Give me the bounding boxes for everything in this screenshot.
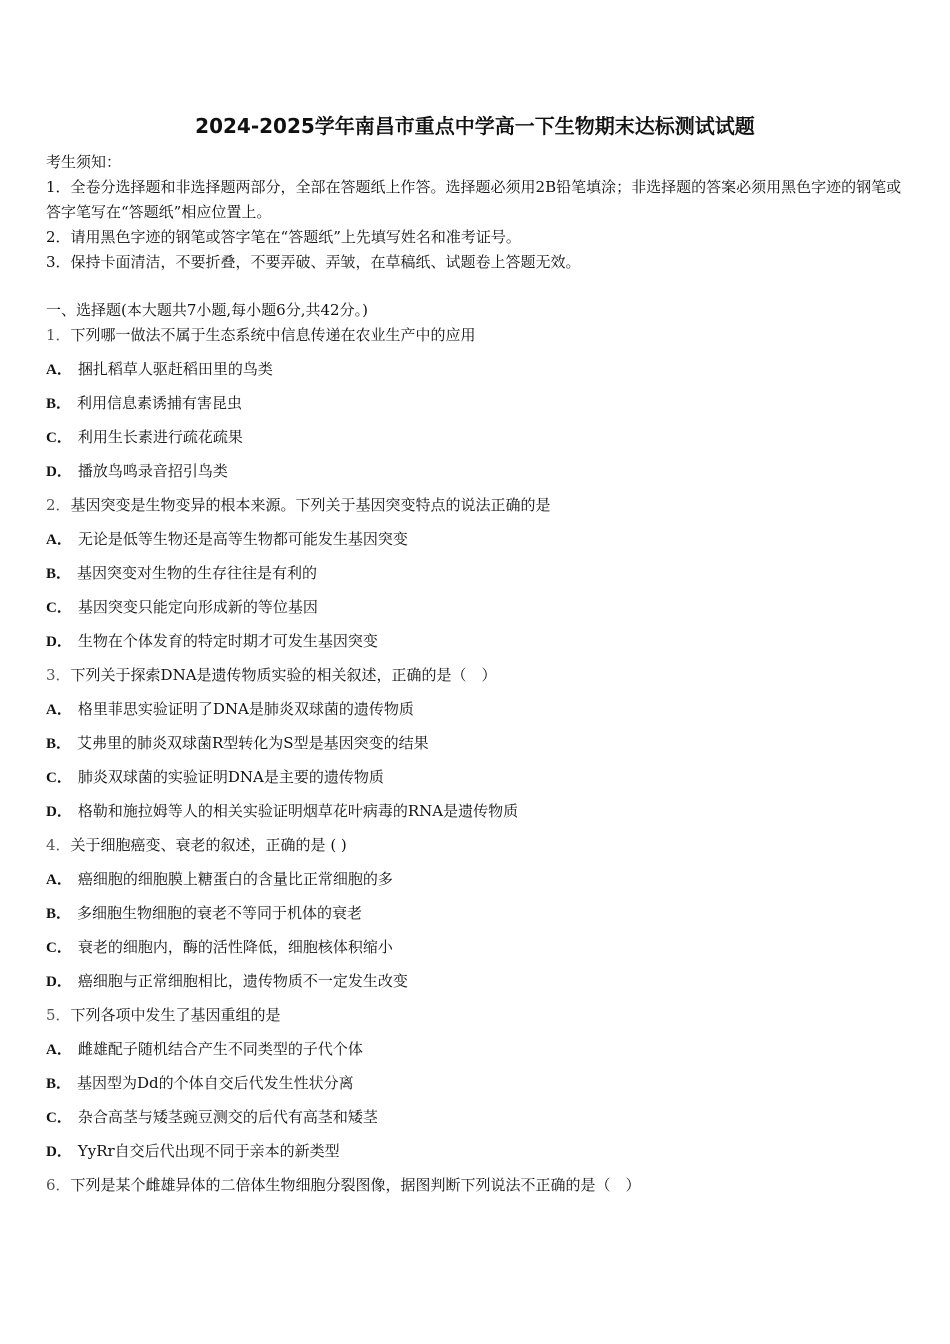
option-4c: C． 衰老的细胞内，酶的活性降低，细胞核体积缩小 bbox=[46, 938, 393, 956]
question-6 bbox=[46, 1173, 906, 1207]
option-4d: D． 癌细胞与正常细胞相比，遗传物质不一定发生改变 bbox=[46, 972, 408, 990]
option-3a: A． 格里菲思实验证明了DNA是肺炎双球菌的遗传物质 bbox=[46, 700, 414, 718]
option-5a: A． 雌雄配子随机结合产生不同类型的子代个体 bbox=[46, 1040, 363, 1058]
question-number: 4． bbox=[46, 836, 71, 854]
option-2c: C． 基因突变只能定向形成新的等位基因 bbox=[46, 598, 318, 616]
notice-block bbox=[46, 150, 906, 275]
option-5b: B． 基因型为Dd的个体自交后代发生性状分离 bbox=[46, 1074, 354, 1092]
question-text: 下列哪一做法不属于生态系统中信息传递在农业生产中的应用 bbox=[70, 326, 476, 344]
notice-heading: 考生须知： bbox=[46, 153, 122, 171]
option-2b: B． 基因突变对生物的生存往往是有利的 bbox=[46, 564, 318, 582]
option-1b: B． 利用信息素诱捕有害昆虫 bbox=[46, 394, 243, 412]
page-title: 2024-2025学年南昌市重点中学高一下生物期末达标测试试题 bbox=[195, 114, 755, 138]
notice-item-2: 2．请用黑色字迹的钢笔或答字笔在“答题纸”上先填写姓名和准考证号。 bbox=[46, 228, 521, 246]
option-1c: C． 利用生长素进行疏花疏果 bbox=[46, 428, 243, 446]
question-number: 2． bbox=[46, 496, 71, 514]
question-4 bbox=[46, 833, 906, 867]
option-4a: A． 癌细胞的细胞膜上糖蛋白的含量比正常细胞的多 bbox=[46, 870, 393, 888]
question-text: 下列是某个雌雄异体的二倍体生物细胞分裂图像，据图判断下列说法不正确的是（ ） bbox=[70, 1176, 641, 1194]
question-number: 1． bbox=[46, 326, 71, 344]
option-4b: B． 多细胞生物细胞的衰老不等同于机体的衰老 bbox=[46, 904, 363, 922]
option-1d: D． 播放鸟鸣录音招引鸟类 bbox=[46, 462, 228, 480]
notice-item-3: 3．保持卡面清洁，不要折叠，不要弄破、弄皱，在草稿纸、试题卷上答题无效。 bbox=[46, 253, 581, 271]
question-text: 下列各项中发生了基因重组的是 bbox=[70, 1006, 281, 1024]
question-list bbox=[46, 298, 906, 1207]
question-number: 5． bbox=[46, 1006, 71, 1024]
section-heading: 一、选择题(本大题共7小题,每小题6分,共42分。) bbox=[46, 301, 368, 319]
option-3b: B． 艾弗里的肺炎双球菌R型转化为S型是基因突变的结果 bbox=[46, 734, 429, 752]
question-1 bbox=[46, 323, 906, 357]
question-text: 关于细胞癌变、衰老的叙述，正确的是 ( ) bbox=[70, 836, 347, 854]
option-5c: C． 杂合高茎与矮茎豌豆测交的后代有高茎和矮茎 bbox=[46, 1108, 378, 1126]
option-2d: D． 生物在个体发育的特定时期才可发生基因突变 bbox=[46, 632, 378, 650]
notice-item-1: 1．全卷分选择题和非选择题两部分，全部在答题纸上作答。选择题必须用2B铅笔填涂；非选择题的答案必须用黑色字迹的钢笔或答字笔写在“答题纸”相应位置上。 bbox=[46, 178, 902, 221]
option-3c: C． 肺炎双球菌的实验证明DNA是主要的遗传物质 bbox=[46, 768, 384, 786]
option-1a: A． 捆扎稻草人驱赶稻田里的鸟类 bbox=[46, 360, 273, 378]
question-number: 3． bbox=[46, 666, 71, 684]
question-number: 6． bbox=[46, 1176, 71, 1194]
option-5d: D． YyRr自交后代出现不同于亲本的新类型 bbox=[46, 1142, 340, 1160]
question-3 bbox=[46, 663, 906, 697]
option-2a: A． 无论是低等生物还是高等生物都可能发生基因突变 bbox=[46, 530, 408, 548]
question-text: 基因突变是生物变异的根本来源。下列关于基因突变特点的说法正确的是 bbox=[70, 496, 551, 514]
option-3d: D． 格勒和施拉姆等人的相关实验证明烟草花叶病毒的RNA是遗传物质 bbox=[46, 802, 519, 820]
question-text: 下列关于探索DNA是遗传物质实验的相关叙述，正确的是（ ） bbox=[70, 666, 497, 684]
question-2 bbox=[46, 493, 906, 527]
question-5 bbox=[46, 1003, 906, 1037]
